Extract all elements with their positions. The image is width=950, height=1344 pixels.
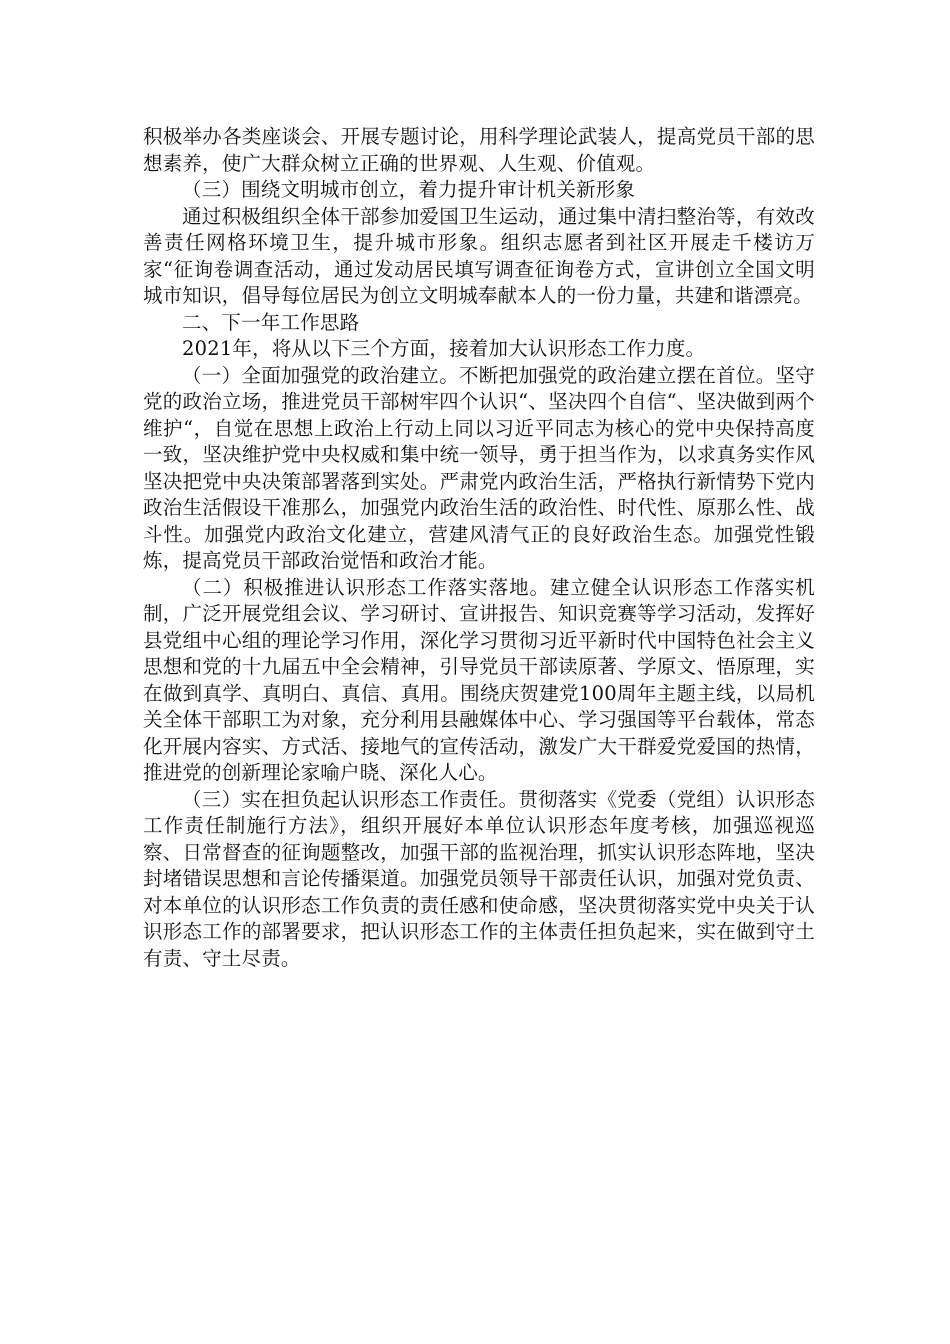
paragraph-civilized-city: 通过积极组织全体干部参加爱国卫生运动，通过集中清扫整治等，有效改善责任网格环境卫生，提升城市形象。组织志愿者到社区开展走千楼访万家“征询卷调查活动，通过发动居民填写调查征询卷方式，宣讲创立全国文明城市知识，倡导每位居民为创立文明城奉献本人的一份力量，共建和谐漂亮。 bbox=[143, 204, 815, 307]
paragraph-political-building: （一）全面加强党的政治建立。不断把加强党的政治建立摆在首位。坚守党的政治立场，推进党员干部树牢四个认识“、坚决四个自信“、坚决做到两个维护“，自觉在思想上政治上行动上同以习近平同志为核心的党中央保持高度一致，坚决维护党中央权威和集中统一领导，勇于担当作为，以求真务实作风坚决把党中央决策部署落到实处。严肃党内政治生活，严格执行新情势下党内政治生活假设干准那么，加强党内政治生活的政治性、时代性、原那么性、战斗性。加强党内政治文化建立，营建风清气正的良好政治生态。加强党性锻炼，提高党员干部政治觉悟和政治才能。 bbox=[143, 363, 815, 572]
paragraph-intro-2021: 2021年，将从以下三个方面，接着加大认识形态工作力度。 bbox=[182, 337, 706, 360]
paragraph-ideology-implementation: （二）积极推进认识形态工作落实落地。建立健全认识形态工作落实机制，广泛开展党组会议、学习研讨、宣讲报告、知识竞赛等学习活动，发挥好县党组中心组的理论学习作用，深化学习贯彻习近平新时代中国特色社会主义思想和党的十九届五中全会精神，引导党员干部读原著、学原文、悟原理，实在做到真学、真明白、真信、真用。围绕庆贺建党100周年主题主线，以局机关全体干部职工为对象，充分利用县融媒体中心、学习强国等平台载体，常态化开展内容实、方式活、接地气的宣传活动，激发广大干群爱党爱国的热情，推进党的创新理论家喻户晓、深化人心。 bbox=[143, 575, 815, 784]
section-heading-next-year: 二、下一年工作思路 bbox=[182, 310, 360, 334]
section-heading-civilized-city: （三）围绕文明城市创立，着力提升审计机关新形象 bbox=[182, 178, 636, 201]
paragraph-ideology-responsibility: （三）实在担负起认识形态工作责任。贯彻落实《党委（党组）认识形态工作责任制施行方法》，组织开展好本单位认识形态年度考核，加强巡视巡察、日常督查的征询题整改，加强干部的监视治理，抓实认识形态阵地，坚决封堵错误思想和言论传播渠道。加强党员领导干部责任认识，加强对党负责、对本单位的认识形态工作负责的责任感和使命感，坚决贯彻落实党中央关于认识形态工作的部署要求，把认识形态工作的主体责任担负起来，实在做到守土有责、守土尽责。 bbox=[143, 787, 815, 970]
paragraph-continuation: 积极举办各类座谈会、开展专题讨论，用科学理论武装人，提高党员干部的思想素养，使广大群众树立正确的世界观、人生观、价值观。 bbox=[143, 125, 815, 175]
document-body bbox=[143, 124, 815, 972]
